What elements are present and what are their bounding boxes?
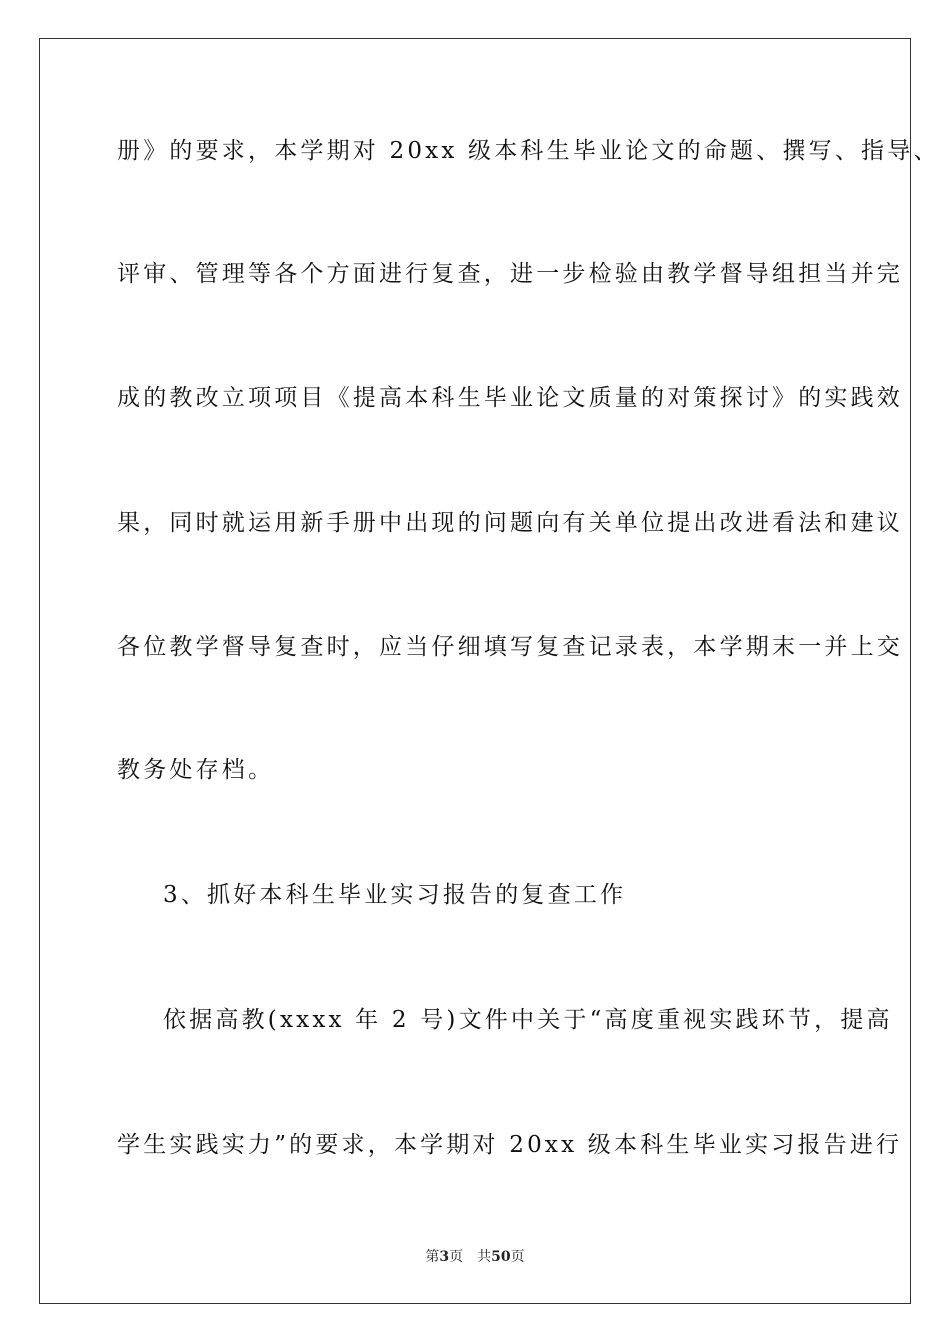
body-line-8: 依据高教(xxxx 年 2 号)文件中关于“高度重视实践环节，提高 xyxy=(163,1007,893,1033)
page-footer xyxy=(0,1248,950,1266)
body-line-3: 成的教改立项项目《提高本科生毕业论文质量的对策探讨》的实践效 xyxy=(117,385,903,411)
page-border xyxy=(39,38,911,1304)
footer-total-pages: 50 xyxy=(491,1249,511,1265)
section-heading: 3、抓好本科生毕业实习报告的复查工作 xyxy=(163,882,627,908)
body-line-1: 册》的要求，本学期对 20xx 级本科生毕业论文的命题、撰写、指导、 xyxy=(117,138,940,164)
body-line-9: 学生实践实力”的要求，本学期对 20xx 级本科生毕业实习报告进行 xyxy=(117,1132,903,1158)
body-line-2: 评审、管理等各个方面进行复查，进一步检验由教学督导组担当并完 xyxy=(117,261,903,287)
footer-current-page: 3 xyxy=(439,1249,450,1265)
footer-page-prefix: 第 xyxy=(425,1249,440,1265)
footer-total-prefix: 共 xyxy=(477,1249,492,1265)
footer-page-suffix: 页 xyxy=(449,1249,464,1265)
footer-total-suffix: 页 xyxy=(510,1249,525,1265)
body-line-6: 教务处存档。 xyxy=(117,757,275,783)
body-line-5: 各位教学督导复查时，应当仔细填写复查记录表，本学期末一并上交 xyxy=(117,634,903,660)
body-line-4: 果，同时就运用新手册中出现的问题向有关单位提出改进看法和建议 xyxy=(117,510,903,536)
